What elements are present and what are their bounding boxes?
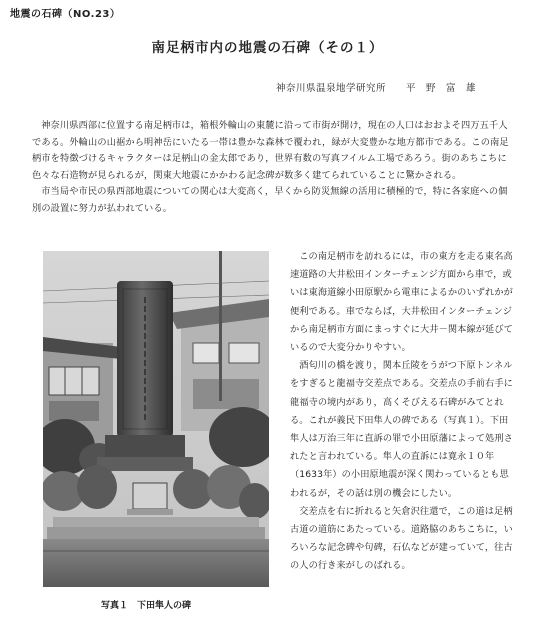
intro-paragraph-2: 市当局や市民の県西部地震についての関心は大変高く，早くから防災無線の活用に積極的で，特に各家庭への個別の設置に努力が払われている。 — [32, 186, 508, 214]
body-column — [290, 248, 516, 576]
series-label: 地震の石碑（NO.23） — [10, 9, 121, 20]
body-paragraph-1: この南足柄市を訪れるには，市の東方を走る東名高速道路の大井松田インターチェンジ方面から車で，或いは東海道線小田原駅から電車によるかのいずれかが便利である。車でならば，大井松田インターチェンジから南足柄市方面にまっすぐに大井－関本線が延びているので大変分かりやすい。 — [290, 251, 513, 354]
intro-paragraph-1: 神奈川県西部に位置する南足柄市は，箱根外輪山の東麓に沿って市街が開け，現在の人口はおおよそ四万五千人である。外輪山の山裾から明神岳にいたる一帯は豊かな森林で覆われ，緑が大変豊かな地方都市である。この南足柄市を特徴づけるキャラクターは足柄山の金太郎であり，世界有数の写真フイルム工場であろう。街のあちこちに色々な石造物が見られるが，関東大地震にかかわる記念碑が数多く建てられていることに驚かされる。 — [32, 120, 509, 181]
body-paragraph-2: 酒匂川の橋を渡り，関本丘陵をうがつ下原トンネルをすぎると龍福寺交差点である。交差点の手前右手に龍福寺の境内があり，高くそびえる石碑がみてとれる。これが義民下田隼人の碑である（写真１）。下田隼人は万治三年に直訴の罪で小田原藩によって処刑されたと言われている。隼人の直訴には寛永１０年（1633年）の小田原地震が深く関わっているとも思われるが，その話は別の機会にしたい。 — [290, 360, 513, 499]
photo-caption: 写真１ 下田隼人の碑 — [101, 601, 192, 611]
body-paragraph-3: 交差点を右に折れると矢倉沢往還で，この道は足柄古道の道筋にあたっている。道路脇のあちこちに，いろいろな記念碑や句碑，石仏などが建っていて，往古の人の行き来がしのばれる。 — [290, 505, 513, 572]
intro-section — [32, 118, 512, 218]
author-line: 神奈川県温泉地学研究所 平 野 富 雄 — [276, 83, 477, 94]
page-title: 南足柄市内の地震の石碑（その１） — [151, 40, 384, 56]
stele-photo — [43, 251, 269, 587]
